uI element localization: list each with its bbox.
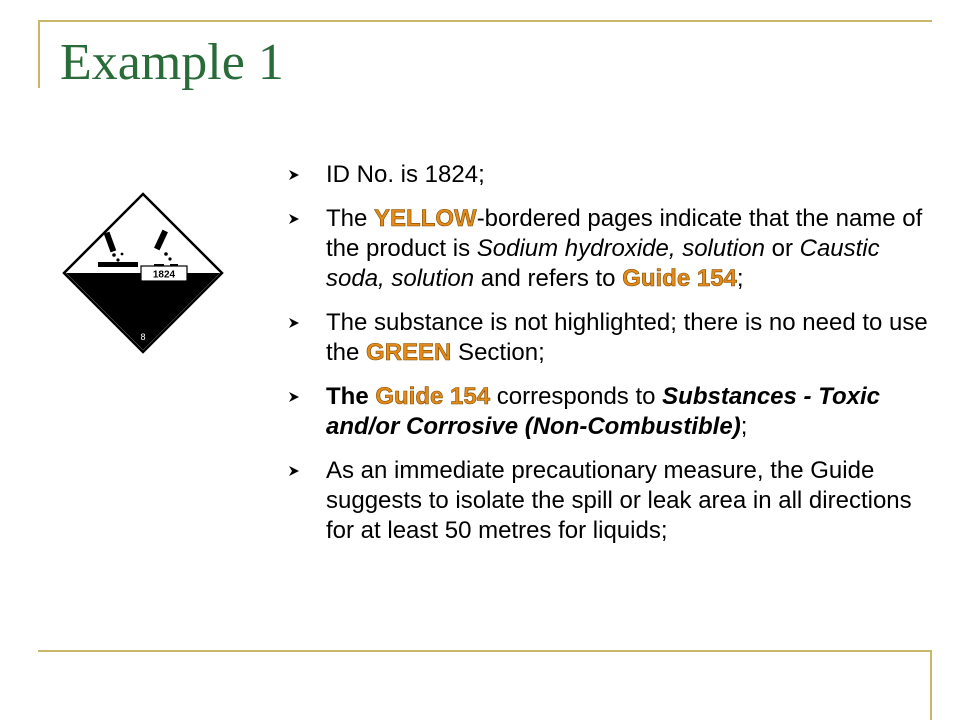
product-alt-name: Caustic soda, solution	[326, 235, 880, 292]
slide-title: Example 1	[60, 34, 284, 91]
arrow-bullet-icon	[288, 317, 300, 329]
frame-line-left	[38, 20, 40, 88]
bullet-item: ID No. is 1824;	[288, 160, 938, 190]
substance-category: Substances - Toxic and/or Corrosive (Non-Combustible)	[326, 383, 880, 440]
bullet-item: The substance is not highlighted; there is no need to use the GREEN Section;	[288, 308, 938, 368]
corrosive-hazard-placard-icon	[62, 192, 224, 354]
bullet-item: As an immediate precautionary measure, the Guide suggests to isolate the spill or leak area in all directions for at least 50 metres for liquids;	[288, 456, 938, 546]
placard-class-number: 8	[140, 332, 146, 342]
guide-reference: Guide 154	[375, 383, 491, 410]
guide-reference: Guide 154	[622, 265, 737, 292]
frame-line-bottom	[38, 650, 932, 652]
placard-id-number: 1824	[152, 269, 176, 281]
bullet-item: The YELLOW-bordered pages indicate that the name of the product is Sodium hydroxide, solution or Caustic soda, solution and refers to Guide 154;	[288, 204, 938, 294]
frame-line-right	[930, 650, 932, 720]
product-name: Sodium hydroxide, solution	[476, 235, 765, 262]
frame-line-top	[38, 20, 932, 22]
bullet-item: The Guide 154 corresponds to Substances - Toxic and/or Corrosive (Non-Combustible);	[288, 382, 938, 442]
green-highlight: GREEN	[366, 339, 452, 366]
bullet-list	[288, 160, 938, 560]
yellow-highlight: YELLOW	[374, 205, 477, 232]
arrow-bullet-icon	[288, 213, 300, 225]
arrow-bullet-icon	[288, 169, 300, 181]
arrow-bullet-icon	[288, 465, 300, 477]
arrow-bullet-icon	[288, 391, 300, 403]
